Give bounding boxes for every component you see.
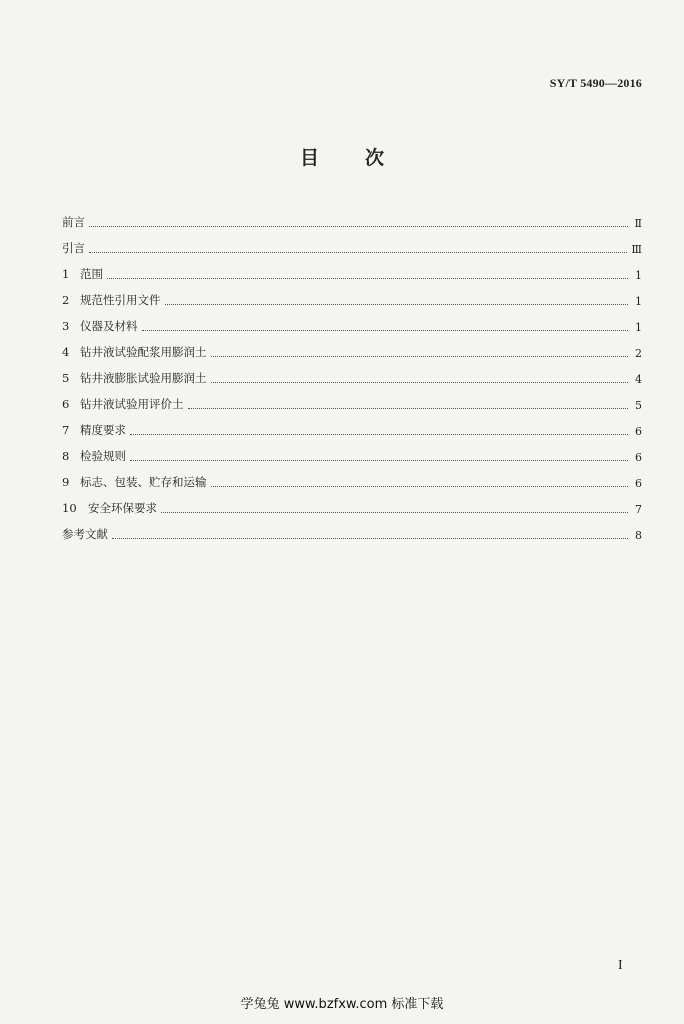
toc-section-number: 10 [62, 501, 77, 515]
toc-section-number: 8 [62, 449, 70, 463]
leader-dots [142, 329, 629, 331]
toc-label: 参考文献 [62, 527, 108, 541]
toc-label: 标志、包装、贮存和运输 [80, 475, 207, 489]
toc-entry-6[interactable] [62, 386, 642, 412]
toc-label: 钻井液试验用评价土 [80, 397, 184, 411]
leader-dots [112, 537, 628, 539]
toc-label: 范围 [80, 267, 103, 281]
toc-page-number: 1 [635, 295, 642, 308]
toc-label: 钻井液膨胀试验用膨润土 [80, 371, 207, 385]
toc-section-number: 4 [62, 345, 70, 359]
toc-page-number: 2 [635, 347, 642, 360]
leader-dots [107, 277, 628, 279]
toc-entry-3[interactable] [62, 308, 642, 334]
toc-entry-10[interactable] [62, 490, 642, 516]
toc-entry-4[interactable] [62, 334, 642, 360]
leader-dots [211, 485, 629, 487]
toc-page-number: Ⅱ [634, 217, 642, 230]
toc-section-number: 3 [62, 319, 70, 333]
toc-page-number: 1 [635, 269, 642, 282]
toc-section-number: 1 [62, 267, 70, 281]
toc-entry-9[interactable] [62, 464, 642, 490]
toc-page-number: 6 [635, 451, 642, 464]
leader-dots [211, 381, 629, 383]
toc-label: 检验规则 [80, 449, 126, 463]
leader-dots [130, 459, 628, 461]
toc-label: 钻井液试验配浆用膨润土 [80, 345, 207, 359]
toc-entry-8[interactable] [62, 438, 642, 464]
toc-entry-foreword[interactable] [62, 204, 642, 230]
toc-entry-introduction[interactable] [62, 230, 642, 256]
toc-page-number: Ⅲ [631, 243, 642, 256]
toc-label: 规范性引用文件 [80, 293, 161, 307]
watermark-footer: 学兔兔 www.bzfxw.com 标准下载 [240, 997, 444, 1012]
toc-section-number: 7 [62, 423, 70, 437]
toc-page-number: 8 [635, 529, 642, 542]
toc-section-number: 5 [62, 371, 70, 385]
toc-section-number: 6 [62, 397, 70, 411]
toc-label: 精度要求 [80, 423, 126, 437]
leader-dots [188, 407, 629, 409]
toc-page-number: 5 [635, 399, 642, 412]
leader-dots [211, 355, 629, 357]
toc-page-number: 4 [635, 373, 642, 386]
toc-label: 仪器及材料 [80, 319, 138, 333]
leader-dots [161, 511, 628, 513]
toc-page-number: 1 [635, 321, 642, 334]
toc-page-number: 6 [635, 425, 642, 438]
toc-entry-7[interactable] [62, 412, 642, 438]
standard-number: SY/T 5490—2016 [549, 76, 642, 90]
toc-page-number: 6 [635, 477, 642, 490]
toc-label: 前言 [62, 215, 85, 229]
leader-dots [165, 303, 629, 305]
toc-entry-2[interactable] [62, 282, 642, 308]
toc-entry-references[interactable] [62, 516, 642, 542]
toc-section-number: 9 [62, 475, 70, 489]
leader-dots [89, 225, 628, 227]
page-number: I [618, 958, 623, 973]
toc-page-number: 7 [635, 503, 642, 516]
leader-dots [130, 433, 628, 435]
toc-entry-1[interactable] [62, 256, 642, 282]
leader-dots [89, 251, 627, 253]
toc-entry-5[interactable] [62, 360, 642, 386]
toc-section-number: 2 [62, 293, 70, 307]
table-of-contents [62, 204, 642, 542]
page-title: 目次 [299, 147, 430, 169]
toc-label: 引言 [62, 241, 85, 255]
toc-label: 安全环保要求 [88, 501, 157, 515]
